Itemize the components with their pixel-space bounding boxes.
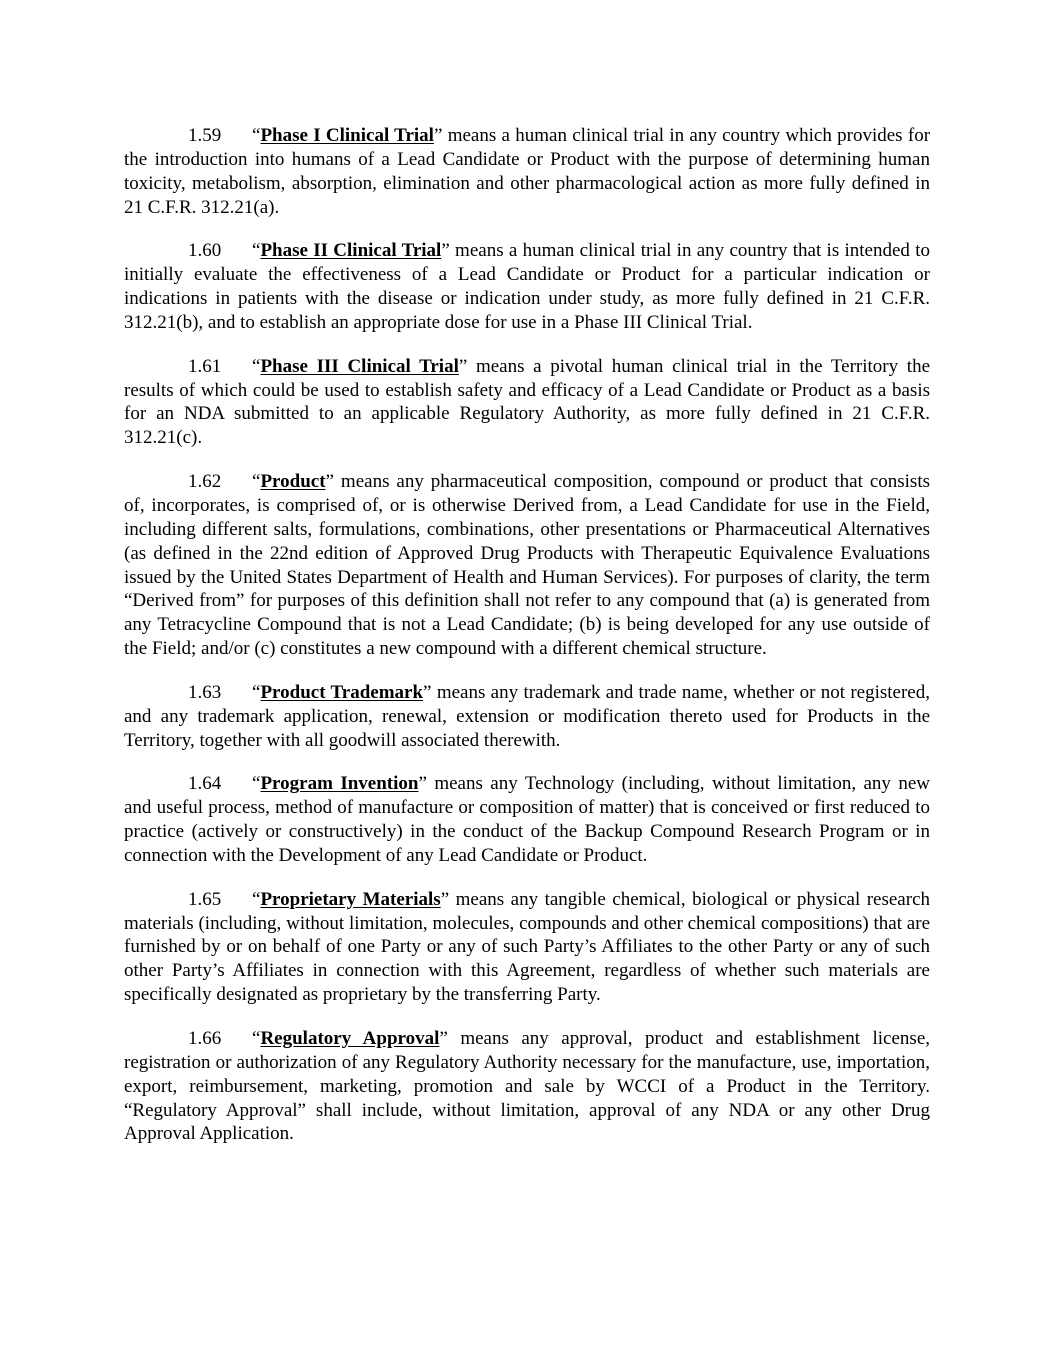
section-number: 1.59: [188, 125, 222, 146]
definition-paragraph: 1.65 “Proprietary Materials” means any tangible chemical, biological or physical research materials (including, without limitation, molecules, compounds and other chemical compositions) that are furnished by or on behalf of one Party or any of such Party’s Affiliates to the other Party or any of such other Party’s Affiliates in connection with this Agreement, regardless of whether such materials are specifically designated as proprietary by the transferring Party.: [124, 888, 931, 1006]
definition-paragraph: 1.62 “Product” means any pharmaceutical composition, compound or product that consists of, incorporates, is comprised of, or is otherwise Derived from, a Lead Candidate for use in the Field, including different salts, formulations, combinations, other presentations or Pharmaceutical Alternatives (as defined in the 22nd edition of Approved Drug Products with Therapeutic Equivalence Evaluations issued by the United States Department of Health and Human Services). For purposes of clarity, the term “Derived from” for purposes of this definition shall not refer to any compound that (a) is generated from any Tetracycline Compound that is not a Lead Candidate; (b) is being developed for any use outside of the Field; and/or (c) constitutes a new compound with a different chemical structure.: [124, 471, 930, 660]
definition-text: means any pharmaceutical composition, compound or product that consists of, incorporates, is comprised of, or is otherwise Derived from, a Lead Candidate for use in the Field, including different salts, formulations, combinations, other presentations or Pharmaceutical Alternatives (as defined in the 22nd edition of Approved Drug Products with Therapeutic Equivalence Evaluations issued by the United States Department of Health and Human Services). For purposes of clarity, the term “Derived from” for purposes of this definition shall not refer to any compound that (a) is generated from any Tetracycline Compound that is not a Lead Candidate; (b) is being developed for any use outside of the Field; and/or (c) constitutes a new compound with a different chemical structure.: [124, 471, 930, 660]
defined-term: Phase I Clinical Trial: [260, 125, 434, 146]
definition-paragraph: 1.66 “Regulatory Approval” means any approval, product and establishment license, registration or authorization of any Regulatory Authority necessary for the manufacture, use, importation, export, reimbursement, marketing, promotion and sale by WCCI of a Product in the Territory. “Regulatory Approval” shall include, without limitation, approval of any NDA or any other Drug Approval Application.: [124, 1028, 931, 1145]
definition-text: means a human clinical trial in any country which provides for the introduction into humans of a Lead Candidate or Product with the purpose of determining human toxicity, metabolism, absorption, elimination and other pharmacological action as more fully defined in 21 C.F.R. 312.21(a).: [124, 125, 931, 218]
defined-term: Regulatory Approval: [260, 1028, 440, 1049]
section-number: 1.64: [188, 773, 222, 795]
section-number: 1.65: [188, 888, 222, 910]
defined-term: Phase II Clinical Trial: [260, 240, 442, 262]
section-number: 1.62: [188, 471, 222, 493]
section-number: 1.66: [188, 1028, 222, 1049]
section-number: 1.60: [188, 240, 222, 262]
definition-text: means any approval, product and establishment license, registration or authorization of any Regulatory Authority necessary for the manufacture, use, importation, export, reimbursement, marketing, promotion and sale by WCCI of a Product in the Territory. “Regulatory Approval” shall include, without limitation, approval of any NDA or any other Drug Approval Application.: [124, 1028, 931, 1145]
definition-paragraph: 1.60 “Phase II Clinical Trial” means a human clinical trial in any country that is intended to initially evaluate the effectiveness of a Lead Candidate or Product for a particular indication or indications in patients with the disease or indication under study, as more fully defined in 21 C.F.R. 312.21(b), and to establish an appropriate dose for use in a Phase III Clinical Trial.: [124, 240, 930, 333]
definition-paragraph: 1.59 “Phase I Clinical Trial” means a human clinical trial in any country which provides for the introduction into humans of a Lead Candidate or Product with the purpose of determining human toxicity, metabolism, absorption, elimination and other pharmacological action as more fully defined in 21 C.F.R. 312.21(a).: [124, 125, 931, 218]
defined-term: Product Trademark: [260, 681, 424, 703]
definition-text: means any Technology (including, without limitation, any new and useful process, method of manufacture or composition of matter) that is conceived or first reduced to practice (actively or constructively) in the conduct of the Backup Compound Research Program or in connection with the Development of any Lead Candidate or Product.: [124, 773, 931, 866]
document-page: [124, 124, 930, 1166]
definition-paragraph: 1.64 “Program Invention” means any Technology (including, without limitation, any new and useful process, method of manufacture or composition of matter) that is conceived or first reduced to practice (actively or constructively) in the conduct of the Backup Compound Research Program or in connection with the Development of any Lead Candidate or Product.: [124, 773, 931, 866]
definition-text: means any tangible chemical, biological or physical research materials (including, without limitation, molecules, compounds and other chemical compositions) that are furnished by or on behalf of one Party or any of such Party’s Affiliates to the other Party or any of such other Party’s Affiliates in connection with this Agreement, regardless of whether such materials are specifically designated as proprietary by the transferring Party.: [124, 888, 931, 1006]
definition-paragraph: 1.61 “Phase III Clinical Trial” means a pivotal human clinical trial in the Territory the results of which could be used to establish safety and efficacy of a Lead Candidate or Product as a basis for an NDA submitted to an applicable Regulatory Authority, as more fully defined in 21 C.F.R. 312.21(c).: [124, 355, 931, 449]
defined-term: Phase III Clinical Trial: [260, 355, 459, 377]
defined-term: Product: [260, 471, 326, 493]
defined-term: Program Invention: [260, 773, 419, 795]
section-number: 1.63: [188, 681, 222, 703]
defined-term: Proprietary Materials: [260, 888, 441, 910]
definition-text: means a human clinical trial in any country that is intended to initially evaluate the effectiveness of a Lead Candidate or Product for a particular indication or indications in patients with the disease or indication under study, as more fully defined in 21 C.F.R. 312.21(b), and to establish an appropriate dose for use in a Phase III Clinical Trial.: [124, 240, 930, 333]
definition-text: means any trademark and trade name, whether or not registered, and any trademark application, renewal, extension or modification thereto used for Products in the Territory, together with all goodwill associated therewith.: [124, 681, 930, 751]
section-number: 1.61: [188, 355, 222, 377]
definition-paragraph: 1.63 “Product Trademark” means any trademark and trade name, whether or not registered, and any trademark application, renewal, extension or modification thereto used for Products in the Territory, together with all goodwill associated therewith.: [124, 681, 930, 751]
definition-text: means a pivotal human clinical trial in the Territory the results of which could be used to establish safety and efficacy of a Lead Candidate or Product as a basis for an NDA submitted to an applicable Regulatory Authority, as more fully defined in 21 C.F.R. 312.21(c).: [124, 355, 931, 449]
